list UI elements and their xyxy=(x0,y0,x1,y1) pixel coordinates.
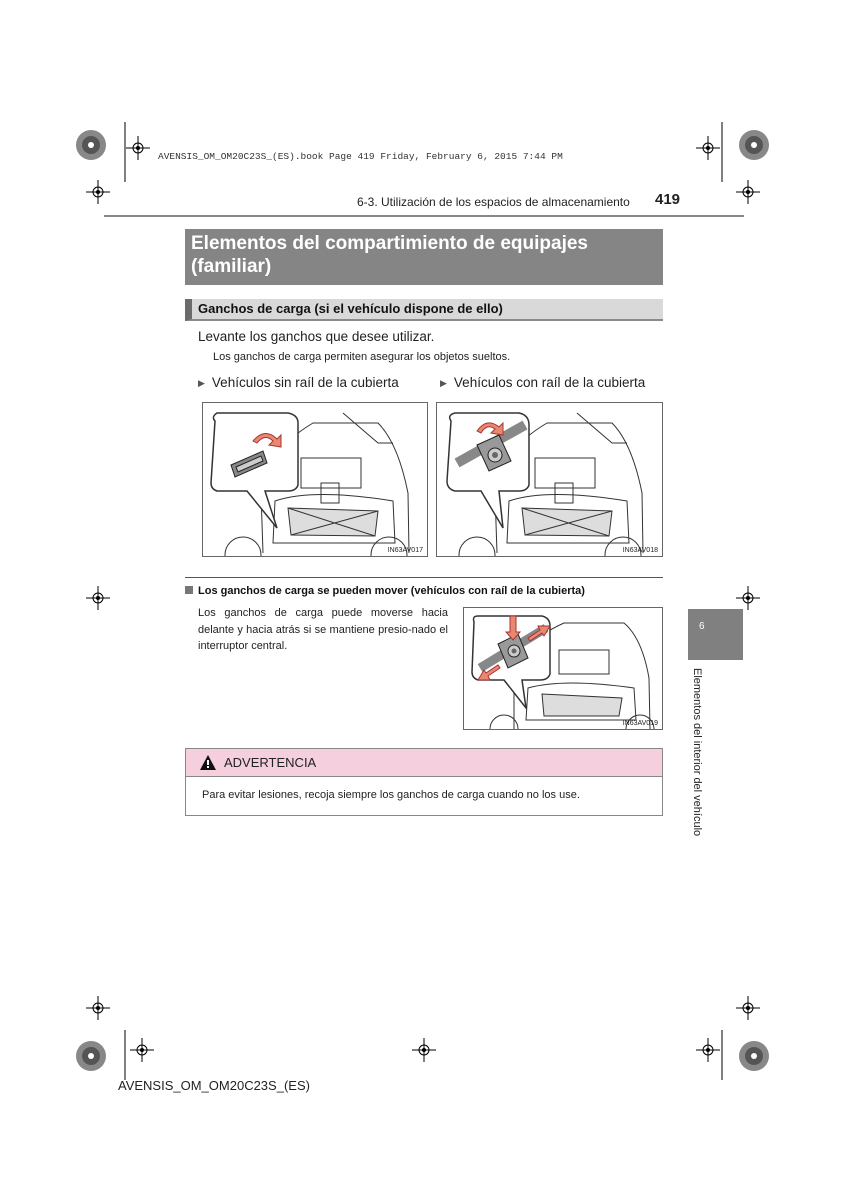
crosshair-mark xyxy=(412,1038,436,1062)
registration-mark-top-left xyxy=(70,122,130,182)
crosshair-mark xyxy=(86,180,110,204)
chapter-number: 6 xyxy=(699,621,705,632)
crosshair-mark xyxy=(86,996,110,1020)
footer-text: AVENSIS_OM_OM20C23S_(ES) xyxy=(118,1078,310,1093)
cargo-area-illustration xyxy=(203,403,427,556)
crosshair-mark xyxy=(696,1038,720,1062)
print-info-line: AVENSIS_OM_OM20C23S_(ES).book Page 419 Friday, February 6, 2015 7:44 PM xyxy=(158,151,563,162)
crosshair-mark xyxy=(130,1038,154,1062)
warning-label: ADVERTENCIA xyxy=(224,755,317,770)
figure-cargo-hook-no-rail xyxy=(202,402,428,557)
crosshair-mark xyxy=(86,586,110,610)
warning-box xyxy=(185,748,663,816)
figure-code: IN63AV019 xyxy=(622,720,658,727)
crosshair-mark xyxy=(696,136,720,160)
registration-mark-bottom-left xyxy=(70,1030,130,1080)
instruction-text: Levante los ganchos que desee utilizar. xyxy=(198,329,435,344)
note-text: Los ganchos de carga permiten asegurar los objetos sueltos. xyxy=(213,351,511,363)
square-bullet-icon xyxy=(185,586,193,594)
registration-mark-top-right xyxy=(720,122,780,182)
figure-cargo-hook-move xyxy=(463,607,663,730)
warning-header xyxy=(186,749,662,777)
cargo-area-illustration xyxy=(464,608,662,729)
page-title: Elementos del compartimiento de equipajes (familiar) xyxy=(185,229,663,285)
section-header: 6-3. Utilización de los espacios de almacenamiento xyxy=(357,195,630,209)
crosshair-mark xyxy=(736,586,760,610)
crosshair-mark xyxy=(736,996,760,1020)
triangle-bullet-icon: ▶ xyxy=(440,378,447,388)
chapter-tab xyxy=(688,609,743,660)
figure-code: IN63AV018 xyxy=(622,547,658,554)
variant-label-with-rail: ▶ Vehículos con raíl de la cubierta xyxy=(440,375,646,390)
figure-cargo-hook-with-rail xyxy=(436,402,663,557)
header-rule xyxy=(104,215,744,217)
movable-text: Los ganchos de carga puede moverse hacia delante y hacia atrás si se mantiene presio-nado el interruptor central. xyxy=(198,607,448,652)
movable-heading: Los ganchos de carga se pueden mover (vehículos con raíl de la cubierta) xyxy=(185,585,585,597)
section-rule xyxy=(185,577,663,578)
variant-label-no-rail: ▶ Vehículos sin raíl de la cubierta xyxy=(198,375,399,390)
chapter-title: Elementos del interior del vehículo xyxy=(691,668,703,837)
warning-triangle-icon xyxy=(199,754,217,771)
subsection-heading: Ganchos de carga (si el vehículo dispone de ello) xyxy=(185,299,663,321)
triangle-bullet-icon: ▶ xyxy=(198,378,205,388)
page-number: 419 xyxy=(655,191,681,208)
crosshair-mark xyxy=(736,180,760,204)
crosshair-mark xyxy=(126,136,150,160)
registration-mark-bottom-right xyxy=(720,1030,780,1080)
cargo-area-illustration xyxy=(437,403,662,556)
warning-text: Para evitar lesiones, recoja siempre los ganchos de carga cuando no los use. xyxy=(202,789,580,801)
figure-code: IN63AV017 xyxy=(387,547,423,554)
